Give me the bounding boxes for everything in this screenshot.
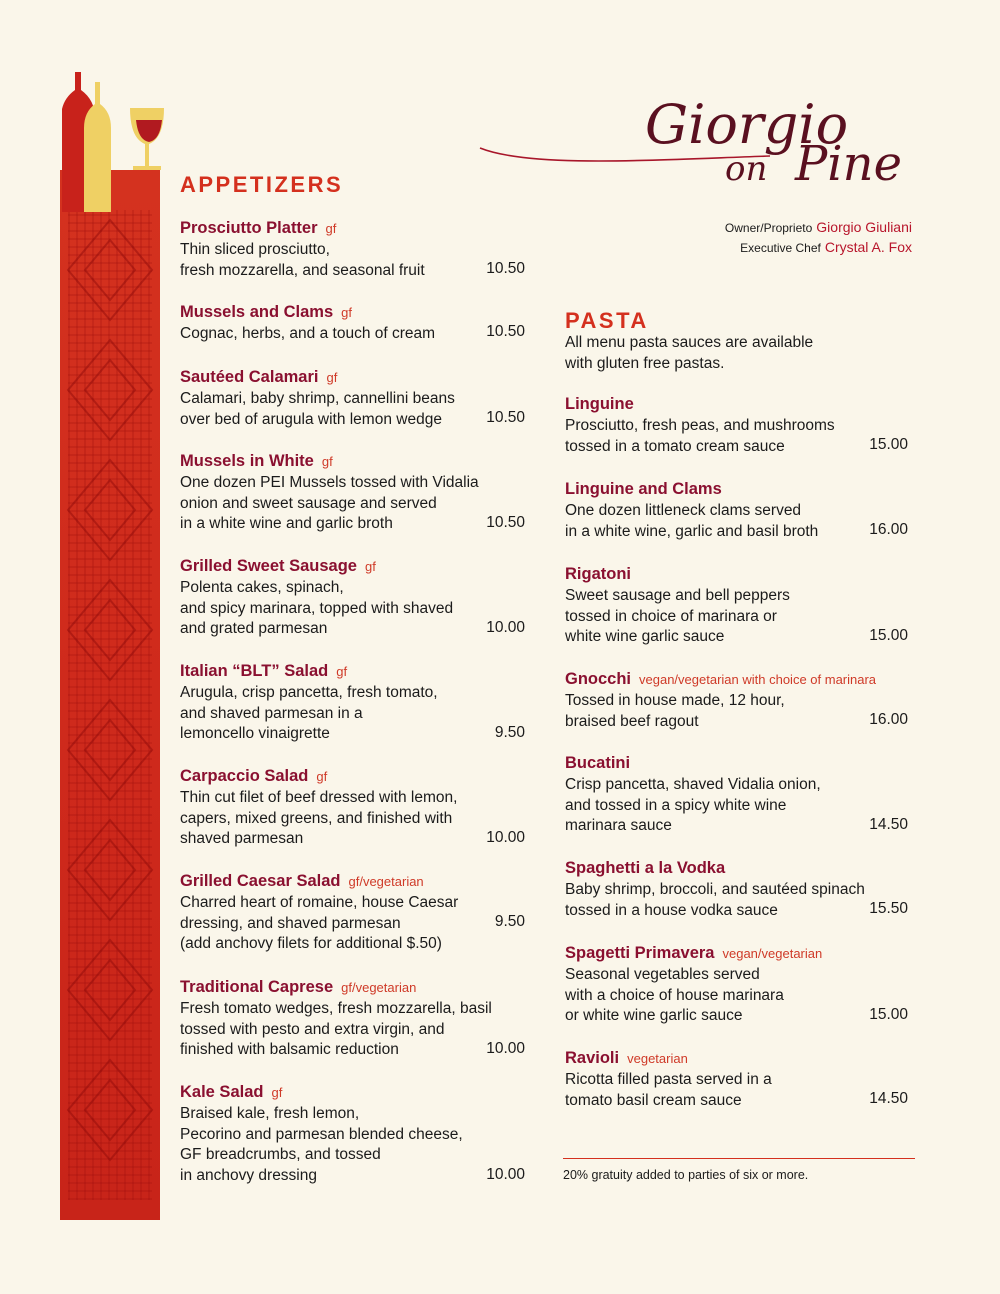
menu-item-header bbox=[180, 302, 435, 324]
menu-item-header bbox=[180, 367, 455, 389]
menu-item-header bbox=[180, 556, 453, 578]
menu-item-header bbox=[565, 564, 790, 586]
menu-item bbox=[180, 1082, 463, 1187]
menu-item-description: Prosciutto, fresh peas, and mushrooms bbox=[565, 416, 835, 434]
menu-item-description: Arugula, crisp pancetta, fresh tomato, bbox=[180, 683, 438, 701]
pasta-note-line: All menu pasta sauces are available bbox=[565, 334, 814, 351]
menu-item-description: tossed in choice of marinara or bbox=[565, 607, 777, 625]
menu-item-price: 9.50 bbox=[494, 913, 525, 930]
menu-item-price: 16.00 bbox=[869, 711, 908, 728]
menu-item-description: tossed with pesto and extra virgin, and bbox=[180, 1020, 445, 1038]
menu-item-price: 10.00 bbox=[486, 619, 525, 636]
chef-name: Crystal A. Fox bbox=[824, 239, 912, 255]
menu-item-name: Sautéed Calamari bbox=[180, 368, 319, 386]
menu-item-description: Seasonal vegetables served bbox=[565, 965, 760, 983]
menu-item-description: or white wine garlic sauce bbox=[565, 1007, 743, 1025]
menu-item-name: Grilled Sweet Sausage bbox=[180, 557, 357, 575]
menu-item bbox=[180, 367, 455, 430]
menu-item-header bbox=[565, 479, 818, 501]
menu-item-price: 14.50 bbox=[869, 1090, 908, 1107]
menu-item-description: and tossed in a spicy white wine bbox=[565, 796, 787, 814]
owner-name: Giorgio Giuliani bbox=[816, 219, 912, 235]
logo-text-pine: Pine bbox=[795, 136, 902, 192]
owner-label: Owner/Proprieto bbox=[724, 221, 813, 235]
menu-item-description: One dozen PEI Mussels tossed with Vidalia bbox=[180, 473, 479, 491]
footer-divider bbox=[563, 1158, 915, 1159]
menu-item-description: Pecorino and parmesan blended cheese, bbox=[180, 1125, 463, 1143]
menu-item-description: in a white wine and garlic broth bbox=[180, 515, 393, 533]
menu-item bbox=[565, 479, 818, 542]
menu-item-price: 10.00 bbox=[486, 1040, 525, 1057]
menu-item-description: onion and sweet sausage and served bbox=[180, 494, 437, 512]
menu-item-description: tossed in a house vodka sauce bbox=[565, 901, 778, 919]
menu-item-description: Sweet sausage and bell peppers bbox=[565, 586, 790, 604]
dietary-tag: gf/vegetarian bbox=[348, 874, 424, 889]
menu-item bbox=[180, 451, 479, 535]
dietary-tag: gf bbox=[365, 559, 376, 574]
menu-item bbox=[565, 669, 876, 732]
dietary-tag: gf bbox=[321, 454, 333, 469]
menu-item-price: 10.00 bbox=[486, 1166, 525, 1183]
banner-ornament bbox=[60, 210, 160, 1200]
menu-item bbox=[565, 1048, 772, 1111]
menu-item bbox=[565, 753, 821, 837]
dietary-tag: gf bbox=[326, 370, 338, 385]
menu-item-header bbox=[565, 669, 876, 691]
menu-item-price: 10.50 bbox=[486, 323, 525, 340]
menu-item-description: finished with balsamic reduction bbox=[180, 1041, 399, 1059]
dietary-tag: gf bbox=[271, 1085, 283, 1100]
menu-item-name: Gnocchi bbox=[565, 670, 632, 688]
menu-item-price: 15.00 bbox=[869, 1006, 908, 1023]
menu-item-description: Crisp pancetta, shaved Vidalia onion, bbox=[565, 775, 821, 793]
menu-item-header bbox=[180, 1082, 463, 1104]
menu-item-name: Spagetti Primavera bbox=[565, 944, 715, 962]
menu-item-name: Linguine and Clams bbox=[565, 480, 722, 498]
menu-item-header bbox=[565, 1048, 772, 1070]
menu-item-description: GF breadcrumbs, and tossed bbox=[180, 1146, 381, 1164]
restaurant-logo bbox=[470, 68, 920, 218]
menu-item-header bbox=[180, 977, 492, 999]
menu-item bbox=[565, 858, 865, 921]
menu-item-description: in anchovy dressing bbox=[180, 1167, 317, 1185]
menu-item-name: Bucatini bbox=[565, 754, 631, 772]
menu-item-description: in a white wine, garlic and basil broth bbox=[565, 522, 819, 540]
menu-item-description: tomato basil cream sauce bbox=[565, 1091, 742, 1109]
menu-item-description: Ricotta filled pasta served in a bbox=[565, 1070, 772, 1088]
menu-item-header bbox=[180, 451, 479, 473]
menu-item bbox=[565, 564, 790, 648]
menu-item-description: Braised kale, fresh lemon, bbox=[180, 1104, 360, 1122]
menu-item-price: 9.50 bbox=[494, 724, 525, 741]
menu-item-price: 10.50 bbox=[486, 409, 525, 426]
menu-item-name: Rigatoni bbox=[565, 565, 631, 583]
menu-item-description: Cognac, herbs, and a touch of cream bbox=[180, 324, 436, 342]
pasta-note-line: with gluten free pastas. bbox=[565, 355, 725, 372]
menu-item-description: lemoncello vinaigrette bbox=[180, 725, 330, 743]
menu-item bbox=[180, 661, 438, 745]
menu-item-price: 10.00 bbox=[486, 829, 525, 846]
menu-item-name: Mussels in White bbox=[180, 452, 314, 470]
menu-item-description: tossed in a tomato cream sauce bbox=[565, 437, 785, 455]
dietary-tag: vegetarian bbox=[627, 1051, 688, 1066]
dietary-tag: gf bbox=[341, 305, 352, 320]
dietary-tag: gf bbox=[316, 769, 328, 784]
menu-item-description: Baby shrimp, broccoli, and sautéed spinach bbox=[565, 880, 865, 898]
menu-item-price: 10.50 bbox=[486, 260, 525, 277]
menu-item-description: Calamari, baby shrimp, cannellini beans bbox=[180, 389, 455, 407]
menu-item-name: Mussels and Clams bbox=[180, 303, 334, 321]
menu-item-header bbox=[565, 753, 821, 775]
menu-item bbox=[180, 302, 435, 345]
menu-item-description: Fresh tomato wedges, fresh mozzarella, basil bbox=[180, 999, 492, 1017]
menu-item-name: Linguine bbox=[565, 395, 634, 413]
menu-item-price: 10.50 bbox=[486, 514, 525, 531]
menu-item-description: Polenta cakes, spinach, bbox=[180, 578, 344, 596]
dietary-tag: vegan/vegetarian bbox=[722, 946, 823, 961]
menu-item-price: 15.50 bbox=[869, 900, 908, 917]
menu-item-description: Thin sliced prosciutto, bbox=[180, 240, 330, 258]
wine-bottles-icon bbox=[62, 72, 172, 212]
gratuity-note: 20% gratuity added to parties of six or more. bbox=[563, 1168, 809, 1182]
menu-item-description: over bed of arugula with lemon wedge bbox=[180, 410, 442, 428]
chef-label: Executive Chef bbox=[740, 241, 821, 255]
menu-item-description: Thin cut filet of beef dressed with lemon, bbox=[180, 788, 458, 806]
menu-item-description: and grated parmesan bbox=[180, 620, 328, 638]
menu-item bbox=[180, 871, 458, 955]
menu-item bbox=[180, 766, 457, 850]
menu-item-name: Traditional Caprese bbox=[180, 978, 334, 996]
menu-item-description: dressing, and shaved parmesan bbox=[180, 914, 401, 932]
menu-item-description: One dozen littleneck clams served bbox=[565, 501, 802, 519]
menu-item-description: Tossed in house made, 12 hour, bbox=[565, 691, 785, 709]
logo-text-on: on bbox=[725, 149, 768, 189]
menu-item bbox=[565, 943, 822, 1027]
pasta-heading: PASTA bbox=[565, 308, 649, 333]
menu-item-price: 15.00 bbox=[869, 627, 908, 644]
menu-item-header bbox=[180, 871, 458, 893]
menu-item-header bbox=[180, 218, 425, 240]
menu-item-price: 15.00 bbox=[869, 436, 908, 453]
menu-item-name: Ravioli bbox=[565, 1049, 620, 1067]
menu-item bbox=[565, 394, 835, 457]
menu-item bbox=[180, 218, 425, 281]
dietary-tag: vegan/vegetarian with choice of marinara bbox=[639, 672, 877, 687]
dietary-tag: gf bbox=[325, 221, 337, 236]
pasta-note bbox=[565, 332, 865, 374]
menu-item-price: 16.00 bbox=[869, 521, 908, 538]
dietary-tag: gf bbox=[336, 664, 348, 679]
menu-item-header bbox=[565, 943, 822, 965]
menu-item-header bbox=[565, 394, 835, 416]
decorative-banner bbox=[60, 170, 160, 1220]
menu-item-description: fresh mozzarella, and seasonal fruit bbox=[180, 261, 425, 279]
menu-item-description: (add anchovy filets for additional $.50) bbox=[180, 935, 442, 953]
dietary-tag: gf/vegetarian bbox=[341, 980, 417, 995]
menu-item-description: Charred heart of romaine, house Caesar bbox=[180, 893, 459, 911]
menu-item-name: Italian “BLT” Salad bbox=[180, 662, 329, 680]
menu-item bbox=[180, 556, 453, 640]
menu-item-header bbox=[180, 766, 457, 788]
menu-item-description: white wine garlic sauce bbox=[565, 628, 725, 646]
menu-item-description: and shaved parmesan in a bbox=[180, 704, 363, 722]
appetizers-heading: APPETIZERS bbox=[180, 172, 344, 197]
staff-credits bbox=[725, 218, 912, 258]
menu-item-name: Spaghetti a la Vodka bbox=[565, 859, 726, 877]
menu-item-name: Carpaccio Salad bbox=[180, 767, 309, 785]
menu-item-name: Grilled Caesar Salad bbox=[180, 872, 341, 890]
menu-item-name: Prosciutto Platter bbox=[180, 219, 318, 237]
menu-item bbox=[180, 977, 492, 1061]
menu-item-header bbox=[180, 661, 438, 683]
menu-item-description: and spicy marinara, topped with shaved bbox=[180, 599, 454, 617]
logo-text-giorgio: Giorgio bbox=[645, 93, 849, 156]
menu-item-price: 14.50 bbox=[869, 816, 908, 833]
menu-item-header bbox=[565, 858, 865, 880]
menu-item-description: braised beef ragout bbox=[565, 712, 699, 730]
menu-item-name: Kale Salad bbox=[180, 1083, 264, 1101]
menu-item-description: with a choice of house marinara bbox=[565, 986, 784, 1004]
menu-item-description: marinara sauce bbox=[565, 817, 672, 835]
menu-item-description: shaved parmesan bbox=[180, 830, 304, 848]
menu-item-description: capers, mixed greens, and finished with bbox=[180, 809, 453, 827]
